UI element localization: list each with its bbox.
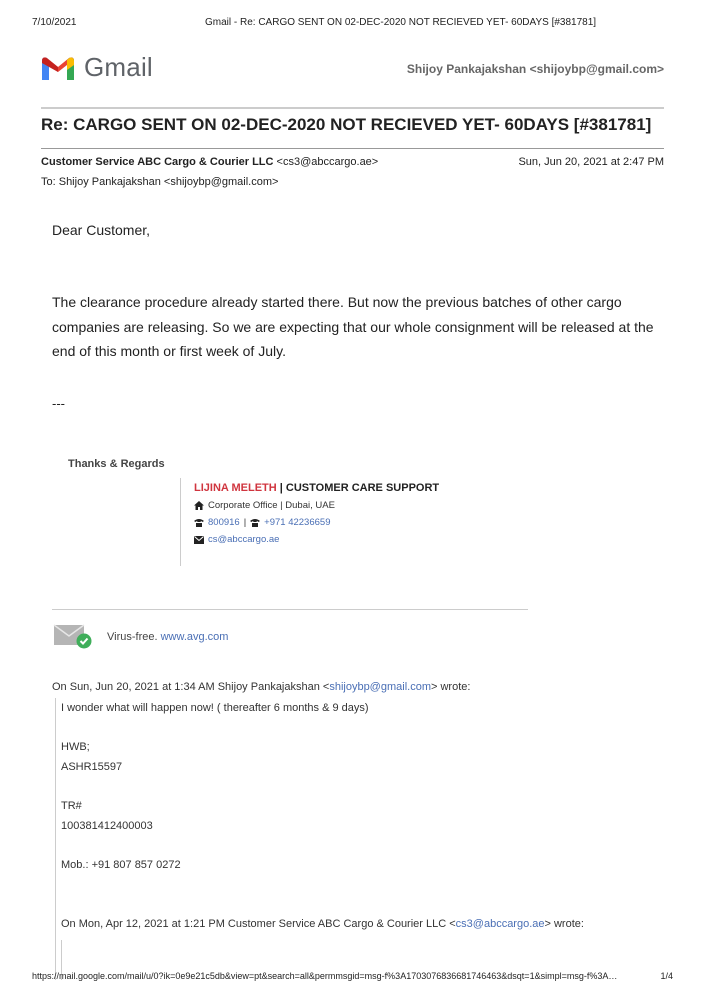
home-icon bbox=[194, 501, 204, 510]
gmail-logo-text: Gmail bbox=[84, 52, 153, 82]
quote-hwb-label: HWB; bbox=[61, 741, 90, 753]
nested-quote-prefix: On Mon, Apr 12, 2021 at 1:21 PM Customer Service ABC Cargo & Courier LLC < bbox=[61, 918, 456, 930]
quote-header bbox=[52, 681, 470, 693]
signature-phone-sep: | bbox=[243, 517, 247, 528]
signature-name-line bbox=[194, 482, 494, 494]
avg-divider bbox=[52, 609, 528, 610]
sender-name: Customer Service ABC Cargo & Courier LLC bbox=[41, 156, 274, 168]
mail-icon bbox=[194, 535, 204, 544]
phone-icon-2 bbox=[250, 518, 260, 527]
separator: --- bbox=[52, 396, 65, 411]
avg-link[interactable]: www.avg.com bbox=[160, 631, 229, 643]
print-footer-url: https://mail.google.com/mail/u/0?ik=0e9e21c5db&view=pt&search=all&permmsgid=msg-f%3A1703076836681746463&dsqt=1&simpl=msg-f%3A… bbox=[32, 971, 618, 981]
gmail-m-icon bbox=[40, 54, 76, 82]
quote-mobile: Mob.: +91 807 857 0272 bbox=[61, 859, 181, 871]
signature-divider: | bbox=[279, 482, 283, 494]
sender-line bbox=[41, 156, 378, 168]
greeting: Dear Customer, bbox=[52, 222, 151, 238]
quote-line-1: I wonder what will happen now! ( thereafter 6 months & 9 days) bbox=[61, 702, 369, 714]
print-page-number: 1/4 bbox=[660, 971, 673, 981]
nested-quote-header bbox=[61, 918, 584, 930]
quote-hwb-value: ASHR15597 bbox=[61, 761, 123, 773]
message-date: Sun, Jun 20, 2021 at 2:47 PM bbox=[518, 156, 664, 168]
signature-block bbox=[180, 478, 494, 566]
gmail-logo[interactable] bbox=[40, 52, 153, 83]
print-title: Gmail - Re: CARGO SENT ON 02-DEC-2020 NOT RECIEVED YET- 60DAYS [#381781] bbox=[205, 17, 597, 28]
signature-office-line bbox=[194, 500, 494, 511]
nested-quote-email[interactable]: cs3@abccargo.ae bbox=[455, 918, 545, 930]
sender-email: <cs3@abccargo.ae> bbox=[276, 156, 379, 168]
message-body: The clearance procedure already started there. But now the previous batches of other cargo companies are releasing. So we are expecting that our whole consignment will be released at the end of this month or first week of July. bbox=[52, 294, 654, 359]
signature-role: CUSTOMER CARE SUPPORT bbox=[285, 482, 440, 494]
nested-quote-suffix: > wrote: bbox=[544, 918, 584, 930]
quote-tr-value: 100381412400003 bbox=[61, 820, 153, 832]
avg-label: Virus-free. bbox=[107, 631, 158, 643]
quote-header-email[interactable]: shijoybp@gmail.com bbox=[329, 681, 431, 693]
quote-tr-label: TR# bbox=[61, 800, 82, 812]
signature-phone-line bbox=[194, 517, 494, 528]
quote-header-prefix: On Sun, Jun 20, 2021 at 1:34 AM Shijoy Pankajakshan < bbox=[52, 681, 330, 693]
signature-phone2[interactable]: +971 42236659 bbox=[264, 517, 331, 528]
header-divider bbox=[41, 107, 664, 109]
account-label: Shijoy Pankajakshan <shijoybp@gmail.com> bbox=[406, 62, 664, 76]
signature-name: LIJINA MELETH bbox=[194, 482, 277, 494]
signature-thanks: Thanks & Regards bbox=[68, 458, 165, 470]
recipient-line: To: Shijoy Pankajakshan <shijoybp@gmail.com> bbox=[41, 176, 279, 188]
avg-line bbox=[107, 631, 228, 643]
signature-phone1[interactable]: 800916 bbox=[208, 517, 240, 528]
signature-office: Corporate Office | Dubai, UAE bbox=[208, 500, 335, 511]
quote-header-suffix: > wrote: bbox=[430, 681, 471, 693]
email-subject: Re: CARGO SENT ON 02-DEC-2020 NOT RECIEVED YET- 60DAYS [#381781] bbox=[41, 115, 652, 134]
phone-icon bbox=[194, 518, 204, 527]
subject-divider bbox=[41, 148, 664, 149]
avg-envelope-check-icon bbox=[53, 622, 93, 655]
print-date: 7/10/2021 bbox=[32, 17, 77, 28]
quote-bar bbox=[55, 698, 56, 980]
signature-email-line bbox=[194, 534, 494, 545]
signature-email[interactable]: cs@abccargo.ae bbox=[208, 534, 280, 545]
